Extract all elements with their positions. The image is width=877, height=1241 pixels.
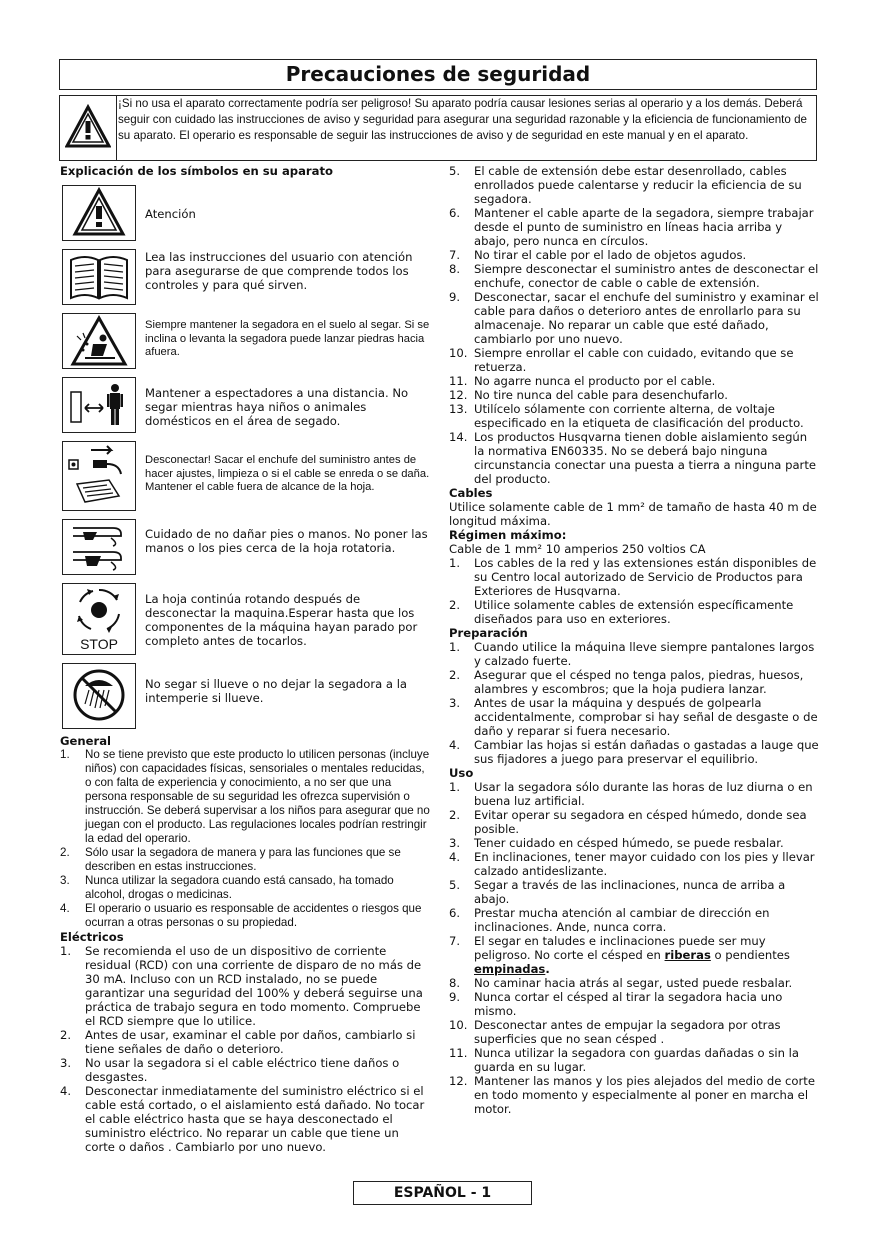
list-item: 6. Mantener el cable aparte de la segadora, siempre trabajar desde el punto de suministro en líneas hacia arriba y abajo, pero nunca en círculos.: [449, 206, 814, 248]
list-item: 9. Nunca cortar el césped al tirar la segadora hacia uno mismo.: [449, 990, 783, 1018]
list-item: 4. En inclinaciones, tener mayor cuidado con los pies y llevar calzado antideslizante.: [449, 850, 815, 878]
right-column: [449, 164, 819, 1116]
list-item: 7. No tirar el cable por el lado de objetos agudos.: [449, 248, 747, 262]
uso-heading: Uso: [449, 766, 474, 780]
list-item: 10. Siempre enrollar el cable con cuidado, evitando que se retuerza.: [449, 346, 794, 374]
symbol-row: [60, 663, 432, 731]
warning-triangle-icon: [62, 185, 136, 241]
symbol-row: [60, 313, 432, 371]
list-item: 3. Nunca utilizar la segadora cuando está cansado, ha tomado alcohol, drogas o medicinas.: [60, 874, 394, 901]
symbol-row: [60, 519, 432, 577]
list-item: 11. No agarre nunca el producto por el cable.: [449, 374, 716, 388]
symbol-row: [60, 185, 432, 243]
electricos-list-b: [449, 164, 819, 486]
regimen-list: [449, 556, 819, 626]
riberas-emphasis: riberas: [664, 948, 711, 962]
uso-list: [449, 780, 819, 1116]
list-item: 2. Asegurar que el césped no tenga palos, piedras, huesos, alambres y escombros; que la hoja pudiera lanzar.: [449, 668, 804, 696]
list-item: 5. El cable de extensión debe estar desenrollado, cables enrollados puede calentarse y reducir la eficiencia de su segadora.: [449, 164, 802, 206]
symbol-row: [60, 377, 432, 435]
hands-feet-blade-icon: [62, 519, 136, 575]
list-item: 6. Prestar mucha atención al cambiar de dirección en inclinaciones. Ande, nunca corra.: [449, 906, 770, 934]
list-item: 14. Los productos Husqvarna tienen doble aislamiento según la normativa EN60335. No se deberá bajo ninguna circunstancia conectar una puesta a tierra a ninguna parte del producto.: [449, 430, 816, 486]
list-item: 3. No usar la segadora si el cable eléctrico tiene daños o desgastes.: [60, 1056, 400, 1084]
symbol-text: Mantener a espectadores a una distancia. No segar mientras haya niños o animales domésticos en el área de segado.: [145, 386, 409, 428]
symbol-row: [60, 249, 432, 307]
intro-text: ¡Si no usa el aparato correctamente podría ser peligroso! Su aparato podría causar lesiones serias al operario y a los demás. Deberá seguir con cuidado las instrucciones de aviso y seguridad para asegurar una seguridad razonable y la eficiencia de funcionamiento de su aparato. El operario es responsable de seguir las instrucciones de aviso y de seguridad en este manual y en el aparato.: [118, 97, 807, 142]
list-item: 8. Siempre desconectar el suministro antes de desconectar el enchufe, conector de cable o cable de extensión.: [449, 262, 819, 290]
page-footer: ESPAÑOL - 1: [353, 1181, 532, 1205]
list-item: 2. Antes de usar, examinar el cable por daños, cambiarlo si tiene señales de daño o deterioro.: [60, 1028, 416, 1056]
stop-label: STOP: [80, 636, 118, 652]
symbols-heading: Explicación de los símbolos en su aparato: [60, 164, 333, 178]
list-item: 2. Sólo usar la segadora de manera y para las funciones que se describen en estas instrucciones.: [60, 846, 401, 873]
left-column: [60, 164, 432, 1154]
manual-book-icon: [62, 249, 136, 305]
regimen-text: Cable de 1 mm² 10 amperios 250 voltios CA: [449, 542, 706, 556]
list-item: 1. Se recomienda el uso de un dispositivo de corriente residual (RCD) con una corriente de disparo de no más de 30 mA. Incluso con un RCD instalado, no se puede garantizar una seguridad del 100% y deberá seguirse una práctica de trabajo segura en todo momento. Compruebe el RCD siempre que lo utilice.: [60, 944, 423, 1028]
disconnect-plug-icon: [62, 441, 136, 511]
list-item: 7. El segar en taludes e inclinaciones puede ser muy peligroso. No corte el césped en riberas o pendientes empinadas.: [449, 934, 790, 976]
list-item: 12. No tire nunca del cable para desenchufarlo.: [449, 388, 728, 402]
symbol-text: No segar si llueve o no dejar la segadora a la intemperie si llueve.: [145, 677, 408, 705]
list-item: 8. No caminar hacia atrás al segar, usted puede resbalar.: [449, 976, 793, 990]
list-item: 3. Antes de usar la máquina y después de golpearla accidentalmente, comprobar si hay señal de desgaste o de daño y reparar si fuera necesario.: [449, 696, 818, 738]
list-item: 5. Segar a través de las inclinaciones, nunca de arriba a abajo.: [449, 878, 786, 906]
symbol-text: La hoja continúa rotando después de desconectar la maquina.Esperar hasta que los componentes de la máquina hayan parado por completo antes de tocarlos.: [145, 592, 418, 648]
list-item: 2. Utilice solamente cables de extensión específicamente diseñados para uso en exteriores.: [449, 598, 794, 626]
list-item: 10. Desconectar antes de empujar la segadora por otras superficies que no sean césped .: [449, 1018, 781, 1046]
preparacion-list: [449, 640, 819, 766]
no-rain-icon: [62, 663, 136, 729]
intro-warning-box: [59, 95, 817, 161]
regimen-heading: Régimen máximo:: [449, 528, 567, 542]
list-item: 4. Cambiar las hojas si están dañadas o gastadas a lauge que sus fijadores a juego para preservar el equilibrio.: [449, 738, 819, 766]
cables-heading: Cables: [449, 486, 493, 500]
bystander-distance-icon: [62, 377, 136, 433]
list-item: 13. Utilícelo sólamente con corriente alterna, de voltaje especificado en la etiqueta de clasificación del producto.: [449, 402, 804, 430]
symbol-text: Lea las instrucciones del usuario con atención para asegurarse de que comprende todos los controles y para qué sirven.: [145, 250, 413, 292]
symbol-text: Desconectar! Sacar el enchufe del suministro antes de hacer ajustes, limpieza o si el cable se enreda o se daña. Mantener el cable fuera de alcance de la hoja.: [145, 454, 430, 494]
list-item: 11. Nunca utilizar la segadora con guardas dañadas o sin la guarda en su lugar.: [449, 1046, 799, 1074]
list-item: 2. Evitar operar su segadora en césped húmedo, donde sea posible.: [449, 808, 807, 836]
empinadas-emphasis: empinadas: [474, 962, 546, 976]
electricos-heading: Eléctricos: [60, 930, 124, 944]
symbol-text: Cuidado de no dañar pies o manos. No poner las manos o los pies cerca de la hoja rotatoria.: [145, 527, 428, 555]
general-list: [60, 748, 432, 930]
symbol-text: Siempre mantener la segadora en el suelo al segar. Si se inclina o levanta la segadora puede lanzar piedras hacia afuera.: [145, 319, 430, 359]
flying-stones-icon: [62, 313, 136, 369]
list-item: 1. Cuando utilice la máquina lleve siempre pantalones largos y calzado fuerte.: [449, 640, 815, 668]
list-item: 3. Tener cuidado en césped húmedo, se puede resbalar.: [449, 836, 784, 850]
list-item: 4. Desconectar inmediatamente del suministro eléctrico si el cable está cortado, o el aislamiento está dañado. No tocar el cable eléctrico hasta que se haya desconectado el suministro eléctrico. No reparar un cable que tiene un corte o daños . Cambiarlo por uno nuevo.: [60, 1084, 425, 1154]
warning-triangle-icon: [60, 96, 117, 160]
list-item: 1. No se tiene previsto que este producto lo utilicen personas (incluye niños) con capacidades físicas, sensoriales o mentales reducidas, o con falta de experiencia y conocimiento, a no ser que una persona responsable de su seguridad les ofrezca supervisión o instrucción. Se deberá supervisar a los niños para asegurar que no juegan con el producto. Las regulaciones locales podrían restringir la edad del operario.: [60, 748, 430, 845]
symbol-row: [60, 583, 432, 657]
general-heading: General: [60, 734, 112, 748]
cables-text: Utilice solamente cable de 1 mm² de tamaño de hasta 40 m de longitud máxima.: [449, 500, 817, 528]
list-item: 4. El operario o usuario es responsable de accidentes o riesgos que ocurran a otras personas o su propiedad.: [60, 902, 422, 929]
preparacion-heading: Preparación: [449, 626, 528, 640]
list-item: 1. Los cables de la red y las extensiones están disponibles de su Centro local autorizado de Servicio de Productos para Exteriores de Husqvarna.: [449, 556, 817, 598]
list-item: 9. Desconectar, sacar el enchufe del suministro y examinar el cable para daños o deterioro antes de enrollarlo para su almacenaje. No reparar un cable que esté dañado, cambiarlo por uno nuevo.: [449, 290, 819, 346]
list-item: 12. Mantener las manos y los pies alejados del medio de corte en todo momento y especialmente al poner en marcha el motor.: [449, 1074, 815, 1116]
list-item: 1. Usar la segadora sólo durante las horas de luz diurna o en buena luz artificial.: [449, 780, 813, 808]
stop-blade-icon: [62, 583, 136, 655]
page-title: Precauciones de seguridad: [59, 59, 817, 90]
electricos-list-a: [60, 944, 432, 1154]
symbol-text: Atención: [145, 207, 196, 221]
symbol-row: [60, 441, 432, 513]
